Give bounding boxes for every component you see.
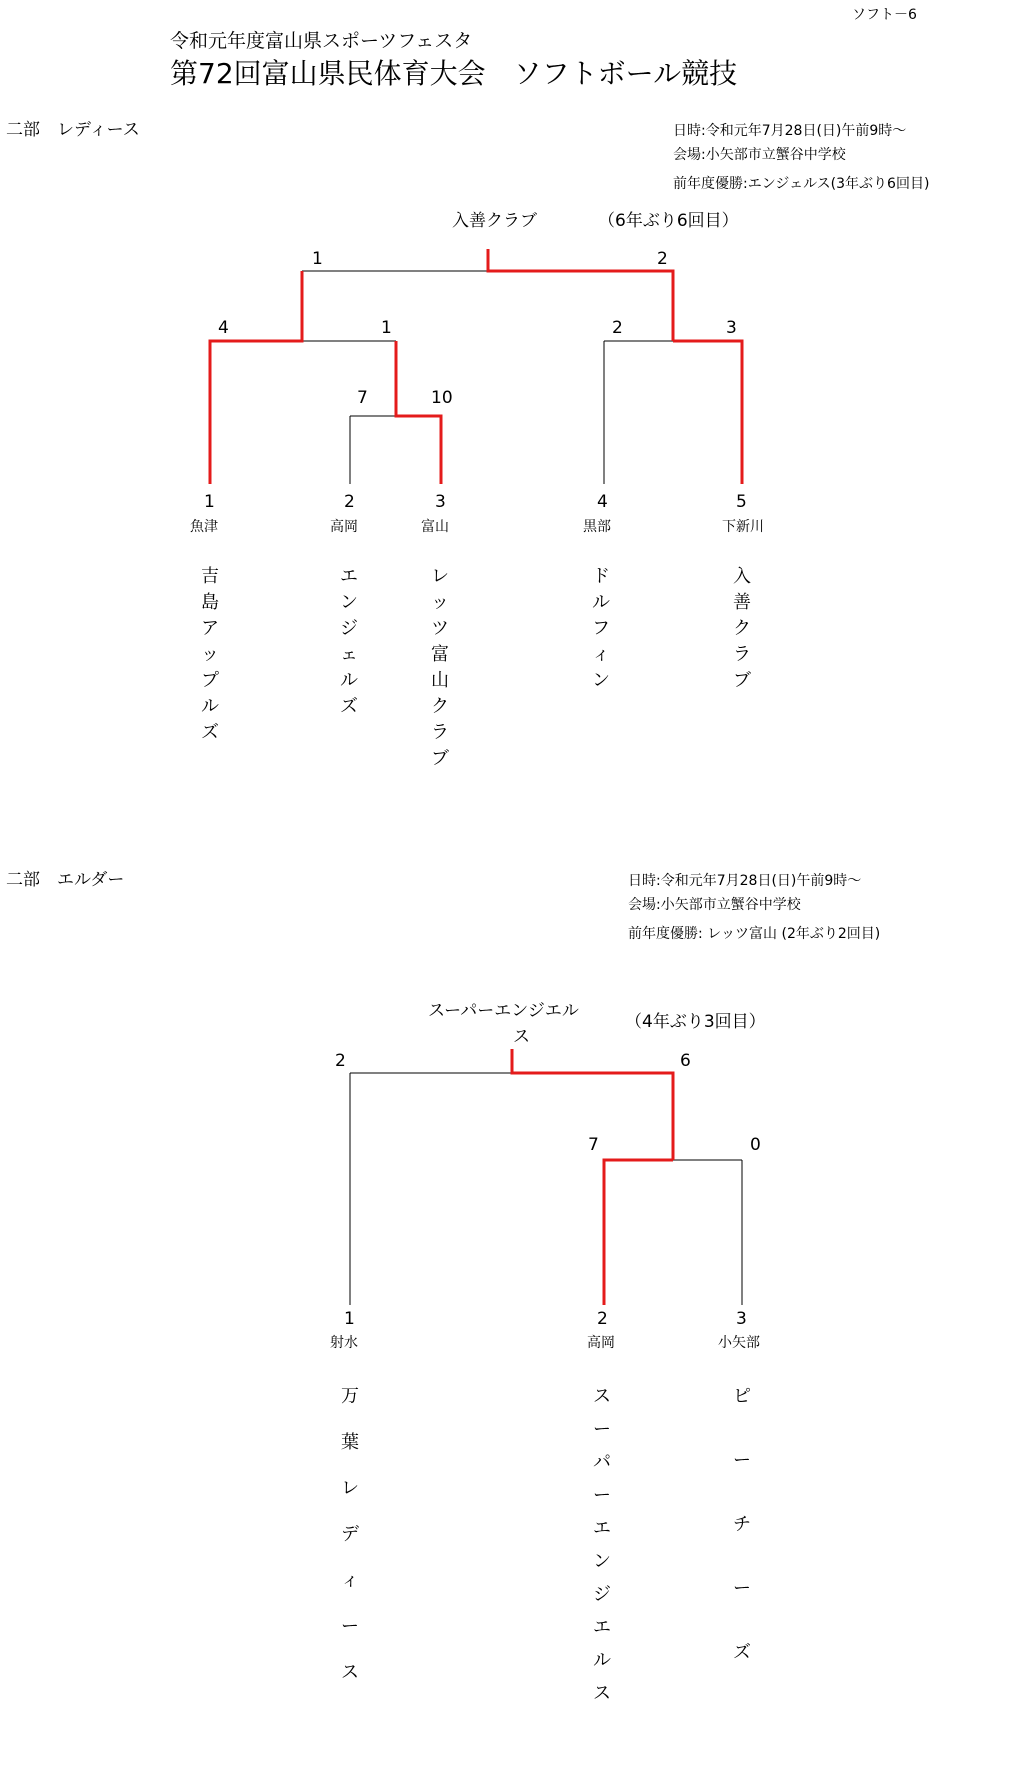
section-title-ladies: 二部 レディース bbox=[6, 120, 140, 140]
page-code: ソフト－6 bbox=[852, 7, 917, 23]
ladies-score-semi-a-left: 4 bbox=[218, 318, 229, 338]
ladies-team-name-1: 吉 島 ア ッ プ ル ズ bbox=[201, 566, 219, 743]
elder-team-name-3: ピ ー チ ー ズ bbox=[733, 1386, 751, 1663]
elder-champion-line2: ス bbox=[513, 1027, 530, 1047]
elder-score-final-left: 2 bbox=[335, 1051, 346, 1071]
page-title: 第72回富山県民体育大会 ソフトボール競技 bbox=[170, 57, 738, 90]
ladies-champion-note: （6年ぶり6回目） bbox=[598, 211, 739, 231]
event-subtitle: 令和元年度富山県スポーツフェスタ bbox=[170, 30, 473, 52]
ladies-bracket-black bbox=[302, 271, 673, 484]
elder-champion-note: （4年ぶり3回目） bbox=[625, 1012, 766, 1032]
elder-team-no-3: 3 bbox=[736, 1309, 747, 1329]
ladies-score-final-left: 1 bbox=[312, 249, 323, 269]
ladies-venue: 会場:小矢部市立蟹谷中学校 bbox=[673, 147, 846, 163]
elder-team-no-2: 2 bbox=[597, 1309, 608, 1329]
ladies-team-no-2: 2 bbox=[344, 492, 355, 512]
elder-team-region-2: 高岡 bbox=[587, 1335, 615, 1351]
elder-team-region-1: 射水 bbox=[330, 1335, 358, 1351]
elder-winner-final bbox=[512, 1049, 673, 1160]
ladies-score-semi-a-right: 1 bbox=[381, 318, 392, 338]
ladies-prev-winner: 前年度優勝:エンジェルス(3年ぶり6回目) bbox=[673, 176, 930, 192]
elder-prev-winner: 前年度優勝: レッツ富山 (2年ぶり2回目) bbox=[628, 926, 881, 942]
elder-team-region-3: 小矢部 bbox=[718, 1335, 760, 1351]
ladies-team-region-4: 黒部 bbox=[583, 519, 611, 535]
elder-champion-line1: スーパーエンジエル bbox=[428, 1001, 579, 1021]
elder-team-name-2: ス ー パ ー エ ン ジ エ ル ス bbox=[593, 1386, 611, 1704]
ladies-team-no-4: 4 bbox=[597, 492, 608, 512]
ladies-score-semi-b-left: 2 bbox=[612, 318, 623, 338]
ladies-winner-qf bbox=[396, 341, 441, 484]
elder-winner-semi bbox=[604, 1160, 673, 1305]
ladies-team-region-5: 下新川 bbox=[722, 519, 764, 535]
ladies-team-no-3: 3 bbox=[435, 492, 446, 512]
elder-score-semi-right: 0 bbox=[750, 1135, 761, 1155]
elder-team-name-1: 万 葉 レ デ ィ ー ス bbox=[341, 1386, 359, 1683]
ladies-score-qf-right: 10 bbox=[431, 388, 453, 408]
ladies-score-semi-b-right: 3 bbox=[726, 318, 737, 338]
ladies-team-name-3: レ ッ ツ 富 山 ク ラ ブ bbox=[431, 566, 449, 769]
ladies-score-final-right: 2 bbox=[657, 249, 668, 269]
ladies-champion: 入善クラブ bbox=[452, 211, 537, 231]
ladies-bracket-winner bbox=[210, 249, 742, 484]
elder-team-no-1: 1 bbox=[344, 1309, 355, 1329]
ladies-team-region-2: 高岡 bbox=[330, 519, 358, 535]
section-title-elder: 二部 エルダー bbox=[6, 870, 125, 890]
elder-bracket-winner bbox=[512, 1049, 673, 1305]
ladies-team-name-2: エ ン ジ ェ ル ズ bbox=[340, 566, 358, 717]
elder-score-semi-left: 7 bbox=[588, 1135, 599, 1155]
elder-bracket-black bbox=[350, 1073, 742, 1305]
elder-score-final-right: 6 bbox=[680, 1051, 691, 1071]
ladies-team-no-1: 1 bbox=[204, 492, 215, 512]
elder-date: 日時:令和元年7月28日(日)午前9時～ bbox=[628, 873, 862, 889]
ladies-winner-final bbox=[488, 249, 673, 341]
ladies-team-name-5: 入 善 ク ラ ブ bbox=[733, 566, 751, 691]
ladies-winner-semi-b bbox=[673, 341, 742, 484]
elder-venue: 会場:小矢部市立蟹谷中学校 bbox=[628, 897, 801, 913]
ladies-team-name-4: ド ル フ ィ ン bbox=[592, 566, 610, 691]
ladies-date: 日時:令和元年7月28日(日)午前9時～ bbox=[673, 123, 907, 139]
ladies-score-qf-left: 7 bbox=[357, 388, 368, 408]
ladies-team-region-3: 富山 bbox=[421, 519, 449, 535]
ladies-team-no-5: 5 bbox=[736, 492, 747, 512]
ladies-winner-semi-a bbox=[210, 271, 302, 484]
ladies-team-region-1: 魚津 bbox=[190, 519, 218, 535]
